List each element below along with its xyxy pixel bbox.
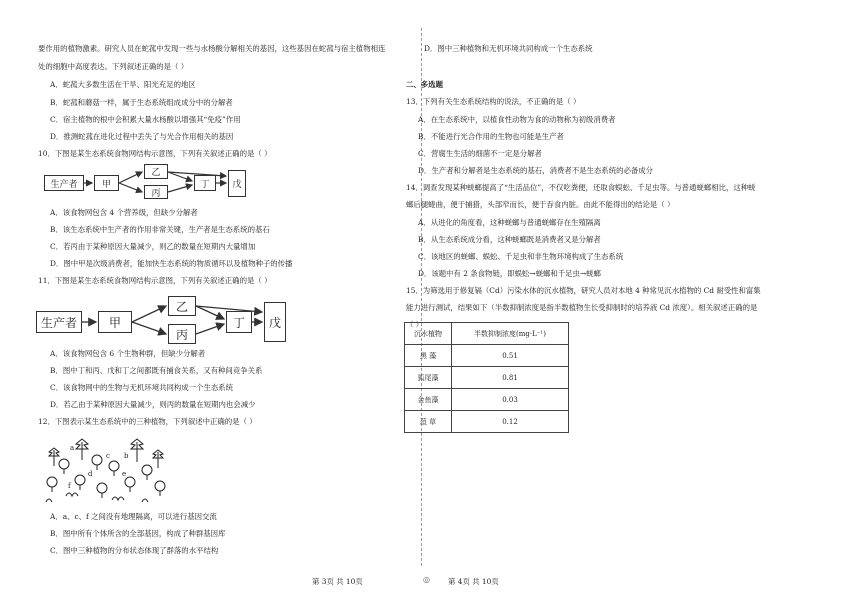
q13-option-d: D．生产者和分解者是生态系统的基石，消费者不是生态系统的必备成分 — [418, 166, 654, 175]
table-cell-plant: 菹 草 — [405, 411, 452, 433]
node-producer-2: 生产者 — [36, 311, 82, 333]
q11-option-a: A．该食物网包含 6 个生物种群，但缺少分解者 — [50, 349, 206, 358]
table-cell-value: 0.81 — [452, 367, 569, 389]
q12-option-a: A．a、c、f 之间没有地理隔离，可以进行基因交流 — [50, 512, 217, 521]
q14-option-b: B．从生态系统成分看，这种蜣螂既是消费者又是分解者 — [418, 235, 601, 244]
table-cell-plant: 狐尾藻 — [405, 367, 452, 389]
q13-option-b: B．不能进行光合作用的生物也可能是生产者 — [418, 132, 564, 141]
q9-stem-line1: 要作用的植物激素。研究人员在蛇菰中发现一些与水杨酸分解相关的基因，这些基因在蛇菰与宿主植物相连 — [38, 44, 386, 53]
plant-label-e: e — [122, 470, 127, 478]
q12-option-d: D．图中三种植物和无机环境共同构成一个生态系统 — [424, 44, 593, 53]
q11-option-c: C．该食物网中的生物与无机环境共同构成一个生态系统 — [50, 383, 234, 392]
q14-option-c: C．该地区的蜣螂、蜈蚣、千足虫和非生物环境构成了生态系统 — [418, 252, 624, 261]
table-row — [405, 345, 569, 367]
q9-option-b: B．蛇菰和蘑菇一样，属于生态系统组成成分中的分解者 — [50, 98, 233, 107]
q15-stem-line1: 15．为筛选用于修复镉（Cd）污染水体的沉水植物，研究人员对本地 4 种常见沉水植物的 Cd 耐受性和富集 — [406, 286, 761, 295]
right-page-footer: 第 4页 共 10页 — [448, 577, 499, 586]
plant-label-d: d — [88, 470, 93, 478]
table-row — [405, 367, 569, 389]
tall-tree-c — [49, 448, 59, 466]
plant-label-a: a — [70, 444, 75, 452]
q13-option-c: C．营腐生生活的细菌不一定是分解者 — [418, 149, 542, 158]
q15-stem-line3: （ ） — [406, 320, 424, 329]
q11-stem: 11．下图是某生态系统食物网结构示意图，下列有关叙述正确的是（ ） — [38, 276, 272, 285]
q10-option-b: B．该生态系统中生产者的作用非常关键，生产者是生态系统的基石 — [50, 225, 270, 234]
plant-distribution-illustration — [42, 436, 172, 508]
node-ding-2: 丁 — [226, 311, 252, 333]
node-jia: 甲 — [94, 175, 119, 191]
food-web-diagram-1 — [44, 160, 254, 200]
tall-tree-d — [153, 450, 163, 468]
q10-stem: 10．下图是某生态系统食物网结构示意图，下列有关叙述正确的是（ ） — [38, 149, 272, 158]
q9-option-a: A．蛇菰大多数生活在干旱、阳光充足的地区 — [50, 80, 196, 89]
q14-option-d: D．该题中有 2 条食物链，即蜈蚣→蜣螂和千足虫→蜣螂 — [418, 269, 601, 278]
q12-option-b: B．图中所有个体所含的全部基因，构成了种群基因库 — [50, 529, 226, 538]
q13-stem: 13．下列有关生态系统结构的说法，不正确的是（ ） — [406, 97, 581, 106]
q9-stem-line2: 处的细胞中高度表达。下列叙述正确的是（ ） — [38, 62, 189, 71]
node-wu-2: 戊 — [264, 302, 286, 342]
food-web-diagram-2 — [36, 294, 286, 346]
table-header-row — [405, 323, 569, 345]
node-ding: 丁 — [194, 175, 216, 191]
tall-tree-a — [76, 439, 88, 460]
table-cell-plant: 黑 藻 — [405, 345, 452, 367]
cd-tolerance-table — [404, 322, 569, 433]
node-bing-2: 丙 — [168, 324, 196, 344]
table-header-plant: 沉水植物 — [405, 323, 452, 345]
table-row — [405, 389, 569, 411]
q11-option-b: B．图中丁和丙、戊和丁之间都既有捕食关系，又有种间竞争关系 — [50, 366, 263, 375]
q13-option-a: A．在生态系统中，以植食性动物为食的动物称为初级消费者 — [418, 115, 616, 124]
q10-option-c: C．若丙由于某种原因大量减少，则乙的数量在短期内大量增加 — [50, 242, 256, 251]
plant-label-c: c — [106, 452, 110, 460]
table-cell-value: 0.12 — [452, 411, 569, 433]
node-yi-2: 乙 — [168, 296, 196, 316]
table-header-ic50: 半数抑制浓度(mg·L⁻¹) — [452, 323, 569, 345]
column-divider — [421, 28, 422, 566]
table-row — [405, 411, 569, 433]
q9-option-d: D．推测蛇菰在进化过程中丢失了与光合作用相关的基因 — [50, 132, 234, 141]
q15-stem-line2: 能力进行测试，结果如下（半数抑制浓度是指半数植物生长受抑制时的培养液 Cd 浓度）。相关叙述正确的是 — [406, 303, 758, 312]
section-multiple-choice-heading: 二、多选题 — [406, 80, 443, 89]
q9-option-c: C．宿主植物的根中会积累大量水杨酸以增强其“免疫”作用 — [50, 115, 241, 124]
table-cell-plant: 金鱼藻 — [405, 389, 452, 411]
node-jia-2: 甲 — [98, 311, 132, 333]
node-producer: 生产者 — [44, 175, 84, 191]
table-cell-value: 0.03 — [452, 389, 569, 411]
node-yi: 乙 — [144, 164, 168, 179]
plant-label-b: b — [124, 452, 129, 460]
q10-option-a: A．该食物网包含 4 个营养级，但缺少分解者 — [50, 208, 198, 217]
node-bing: 丙 — [144, 185, 168, 199]
node-wu: 戊 — [228, 170, 246, 197]
left-page-footer: 第 3页 共 10页 — [312, 577, 363, 586]
q14-option-a: A．从进化的角度看，这种蜣螂与普通蜣螂存在生殖隔离 — [418, 218, 601, 227]
q12-option-c: C．图中三种植物的分布状态体现了群落的水平结构 — [50, 546, 219, 555]
binding-mark: ◎ — [423, 575, 430, 584]
table-cell-value: 0.51 — [452, 345, 569, 367]
q12-stem: 12．下图表示某生态系统中的三种植物，下列叙述中正确的是（ ） — [38, 417, 257, 426]
q10-option-d: D．图中甲是次级消费者，能加快生态系统的物质循环以及植物种子的传播 — [50, 259, 293, 268]
tall-tree-b — [131, 439, 143, 462]
q11-option-d: D．若乙由于某种原因大量减少，则丙的数量在短期内也会减少 — [50, 400, 256, 409]
q14-stem-line1: 14．调查发现某种蜣螂提高了“生活品位”，不仅吃粪便，还取食蜈蚣、千足虫等。与普通蜣螂相比，这种蜣 — [406, 183, 756, 192]
plant-label-f: f — [68, 482, 71, 490]
q14-stem-line2: 螂后腿蜷曲，便于捕猎，头部窄而长，便于吞食内脏。由此不能得出的结论是（ ） — [406, 200, 675, 209]
